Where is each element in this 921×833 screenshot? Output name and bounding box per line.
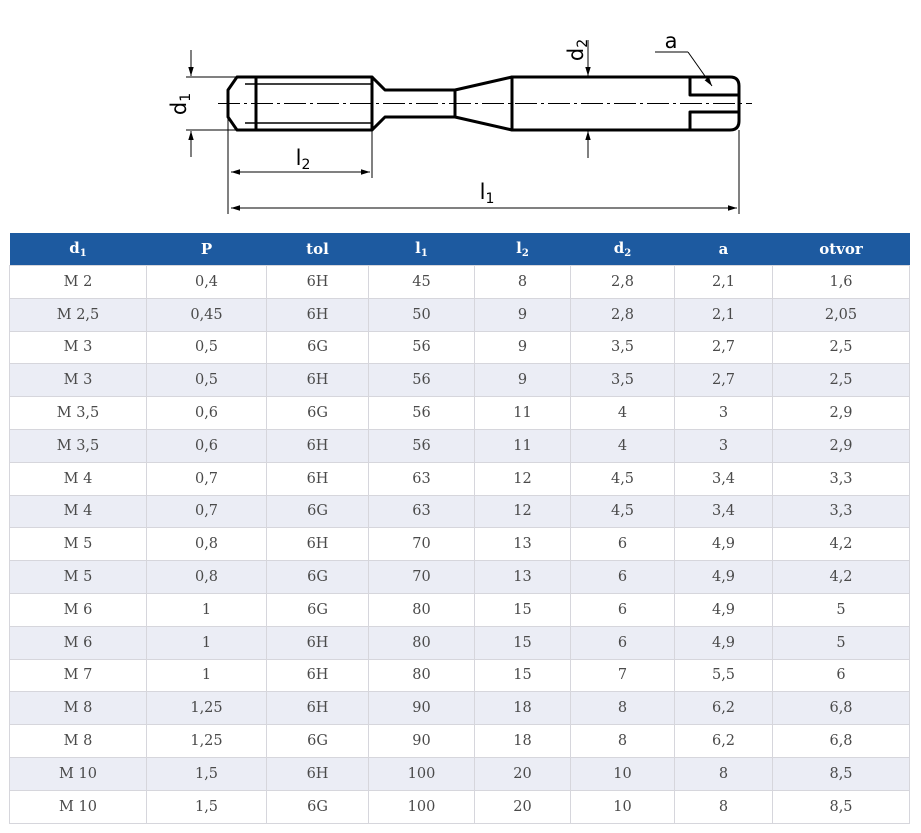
table-cell: M 3 xyxy=(10,331,147,364)
table-cell: 2,8 xyxy=(571,266,675,299)
table-cell: M 4 xyxy=(10,495,147,528)
table-cell: M 8 xyxy=(10,725,147,758)
table-cell: 2,05 xyxy=(773,298,910,331)
table-row xyxy=(10,331,910,364)
table-cell: M 10 xyxy=(10,757,147,790)
dimensions-table-wrapper xyxy=(9,233,909,824)
table-cell: 13 xyxy=(475,528,571,561)
table-row xyxy=(10,298,910,331)
table-cell: M 6 xyxy=(10,593,147,626)
column-header-label: P xyxy=(200,240,213,258)
table-cell: 0,8 xyxy=(147,561,267,594)
table-header xyxy=(10,233,910,266)
table-cell: 56 xyxy=(369,397,475,430)
table-cell: 0,6 xyxy=(147,429,267,462)
table-cell: 6H xyxy=(267,298,369,331)
table-cell: 6 xyxy=(571,593,675,626)
table-cell: 6H xyxy=(267,626,369,659)
table-cell: 56 xyxy=(369,364,475,397)
a-label: a xyxy=(664,29,678,53)
table-cell: M 5 xyxy=(10,561,147,594)
column-header xyxy=(267,233,369,266)
table-cell: 0,6 xyxy=(147,397,267,430)
table-cell: 8 xyxy=(675,790,773,823)
column-header xyxy=(675,233,773,266)
table-cell: M 4 xyxy=(10,462,147,495)
table-cell: 4 xyxy=(571,397,675,430)
table-cell: 0,45 xyxy=(147,298,267,331)
table-row xyxy=(10,725,910,758)
table-cell: 4,9 xyxy=(675,593,773,626)
table-cell: 1 xyxy=(147,626,267,659)
table-cell: 4,9 xyxy=(675,561,773,594)
table-cell: 20 xyxy=(475,757,571,790)
table-cell: 6G xyxy=(267,397,369,430)
table-cell: 0,7 xyxy=(147,495,267,528)
table-cell: 6 xyxy=(571,528,675,561)
column-header-subscript: 1 xyxy=(420,248,428,259)
table-cell: 6 xyxy=(571,626,675,659)
table-cell: 13 xyxy=(475,561,571,594)
dimensions-table xyxy=(9,233,910,824)
table-cell: 80 xyxy=(369,593,475,626)
column-header-label: a xyxy=(718,240,729,258)
neck-top xyxy=(372,77,512,90)
tap-technical-drawing xyxy=(0,0,921,225)
table-cell: 1,6 xyxy=(773,266,910,299)
table-cell: 9 xyxy=(475,364,571,397)
table-cell: 7 xyxy=(571,659,675,692)
table-cell: 2,5 xyxy=(773,331,910,364)
table-cell: 6H xyxy=(267,528,369,561)
column-header xyxy=(773,233,910,266)
table-cell: 90 xyxy=(369,692,475,725)
table-cell: 20 xyxy=(475,790,571,823)
square-top xyxy=(690,77,739,95)
table-cell: 3,5 xyxy=(571,331,675,364)
table-cell: 3 xyxy=(675,397,773,430)
tap-drawing-svg xyxy=(0,0,921,225)
table-cell: 11 xyxy=(475,397,571,430)
a-leader xyxy=(655,52,712,86)
table-cell: 3 xyxy=(675,429,773,462)
column-header-label: d xyxy=(69,239,80,257)
table-cell: 6 xyxy=(571,561,675,594)
table-cell: 8,5 xyxy=(773,757,910,790)
table-cell: 5 xyxy=(773,593,910,626)
table-cell: 50 xyxy=(369,298,475,331)
table-cell: 18 xyxy=(475,692,571,725)
table-cell: 100 xyxy=(369,790,475,823)
table-cell: 63 xyxy=(369,495,475,528)
table-cell: 80 xyxy=(369,659,475,692)
table-cell: 3,4 xyxy=(675,495,773,528)
column-header-label: d xyxy=(613,239,625,257)
table-cell: M 3 xyxy=(10,364,147,397)
table-cell: 0,4 xyxy=(147,266,267,299)
column-header xyxy=(10,233,147,266)
table-cell: 4,9 xyxy=(675,626,773,659)
table-row xyxy=(10,364,910,397)
table-cell: 5,5 xyxy=(675,659,773,692)
table-cell: M 6 xyxy=(10,626,147,659)
table-cell: 2,7 xyxy=(675,364,773,397)
table-body xyxy=(10,266,910,824)
table-cell: 0,5 xyxy=(147,331,267,364)
table-cell: 56 xyxy=(369,331,475,364)
table-cell: 18 xyxy=(475,725,571,758)
table-cell: M 8 xyxy=(10,692,147,725)
table-cell: 2,1 xyxy=(675,298,773,331)
l1-label: l1 xyxy=(479,180,495,207)
table-cell: 4,2 xyxy=(773,528,910,561)
table-cell: M 2 xyxy=(10,266,147,299)
table-cell: 3,3 xyxy=(773,495,910,528)
table-cell: 1,5 xyxy=(147,790,267,823)
column-header xyxy=(475,233,571,266)
table-cell: 6,8 xyxy=(773,725,910,758)
table-cell: 3,3 xyxy=(773,462,910,495)
table-cell: 4,2 xyxy=(773,561,910,594)
table-cell: 11 xyxy=(475,429,571,462)
column-header-label: l xyxy=(516,239,522,257)
table-cell: 100 xyxy=(369,757,475,790)
table-cell: M 10 xyxy=(10,790,147,823)
table-cell: 1,25 xyxy=(147,692,267,725)
table-cell: 10 xyxy=(571,757,675,790)
table-cell: 8 xyxy=(571,692,675,725)
table-cell: 80 xyxy=(369,626,475,659)
table-cell: 45 xyxy=(369,266,475,299)
table-cell: 6H xyxy=(267,429,369,462)
table-cell: 63 xyxy=(369,462,475,495)
table-row xyxy=(10,757,910,790)
table-row xyxy=(10,528,910,561)
header-row xyxy=(10,233,910,266)
table-cell: 6,8 xyxy=(773,692,910,725)
table-cell: M 3,5 xyxy=(10,429,147,462)
column-header-subscript: 2 xyxy=(521,248,529,259)
table-cell: 8,5 xyxy=(773,790,910,823)
table-cell: 1 xyxy=(147,593,267,626)
table-cell: 9 xyxy=(475,298,571,331)
column-header-subscript: 2 xyxy=(624,248,632,259)
table-cell: 0,8 xyxy=(147,528,267,561)
column-header xyxy=(147,233,267,266)
table-cell: 6G xyxy=(267,593,369,626)
table-cell: 6H xyxy=(267,659,369,692)
column-header xyxy=(571,233,675,266)
table-cell: 6,2 xyxy=(675,692,773,725)
table-cell: 12 xyxy=(475,462,571,495)
table-cell: 4 xyxy=(571,429,675,462)
table-cell: 2,5 xyxy=(773,364,910,397)
table-row xyxy=(10,659,910,692)
table-cell: 4,9 xyxy=(675,528,773,561)
d2-label: d2 xyxy=(564,38,591,62)
table-cell: 15 xyxy=(475,626,571,659)
neck-bottom xyxy=(372,117,512,130)
table-row xyxy=(10,462,910,495)
table-cell: M 7 xyxy=(10,659,147,692)
table-row xyxy=(10,495,910,528)
table-cell: 3,4 xyxy=(675,462,773,495)
table-cell: 3,5 xyxy=(571,364,675,397)
table-cell: 8 xyxy=(571,725,675,758)
column-header xyxy=(369,233,475,266)
table-cell: 2,8 xyxy=(571,298,675,331)
table-cell: 90 xyxy=(369,725,475,758)
table-row xyxy=(10,692,910,725)
table-cell: 4,5 xyxy=(571,462,675,495)
table-cell: 15 xyxy=(475,659,571,692)
table-cell: 2,9 xyxy=(773,397,910,430)
table-cell: M 2,5 xyxy=(10,298,147,331)
table-cell: 12 xyxy=(475,495,571,528)
table-cell: 10 xyxy=(571,790,675,823)
table-row xyxy=(10,561,910,594)
table-cell: 1,25 xyxy=(147,725,267,758)
table-cell: 6H xyxy=(267,692,369,725)
column-header-label: l xyxy=(415,239,421,257)
table-row xyxy=(10,266,910,299)
table-cell: 6G xyxy=(267,331,369,364)
table-row xyxy=(10,626,910,659)
table-row xyxy=(10,790,910,823)
table-cell: M 3,5 xyxy=(10,397,147,430)
table-cell: 2,7 xyxy=(675,331,773,364)
table-cell: 6H xyxy=(267,462,369,495)
table-cell: 2,9 xyxy=(773,429,910,462)
table-cell: 6H xyxy=(267,266,369,299)
column-header-subscript: 1 xyxy=(79,248,87,259)
table-cell: 0,5 xyxy=(147,364,267,397)
table-cell: 15 xyxy=(475,593,571,626)
table-cell: 6H xyxy=(267,364,369,397)
table-cell: 1 xyxy=(147,659,267,692)
table-cell: 56 xyxy=(369,429,475,462)
table-cell: 70 xyxy=(369,561,475,594)
square-bottom xyxy=(690,112,739,130)
table-cell: 0,7 xyxy=(147,462,267,495)
table-cell: 6G xyxy=(267,561,369,594)
table-cell: 6G xyxy=(267,790,369,823)
table-cell: M 5 xyxy=(10,528,147,561)
table-cell: 8 xyxy=(675,757,773,790)
table-cell: 6 xyxy=(773,659,910,692)
table-cell: 6H xyxy=(267,757,369,790)
table-row xyxy=(10,397,910,430)
table-row xyxy=(10,593,910,626)
table-cell: 5 xyxy=(773,626,910,659)
table-cell: 2,1 xyxy=(675,266,773,299)
table-cell: 4,5 xyxy=(571,495,675,528)
table-cell: 70 xyxy=(369,528,475,561)
table-cell: 9 xyxy=(475,331,571,364)
table-cell: 8 xyxy=(475,266,571,299)
column-header-label: tol xyxy=(306,240,329,258)
table-cell: 1,5 xyxy=(147,757,267,790)
column-header-label: otvor xyxy=(819,240,863,258)
table-cell: 6,2 xyxy=(675,725,773,758)
table-row xyxy=(10,429,910,462)
table-cell: 6G xyxy=(267,495,369,528)
d1-label: d1 xyxy=(167,92,194,116)
l2-label: l2 xyxy=(295,146,311,173)
table-cell: 6G xyxy=(267,725,369,758)
